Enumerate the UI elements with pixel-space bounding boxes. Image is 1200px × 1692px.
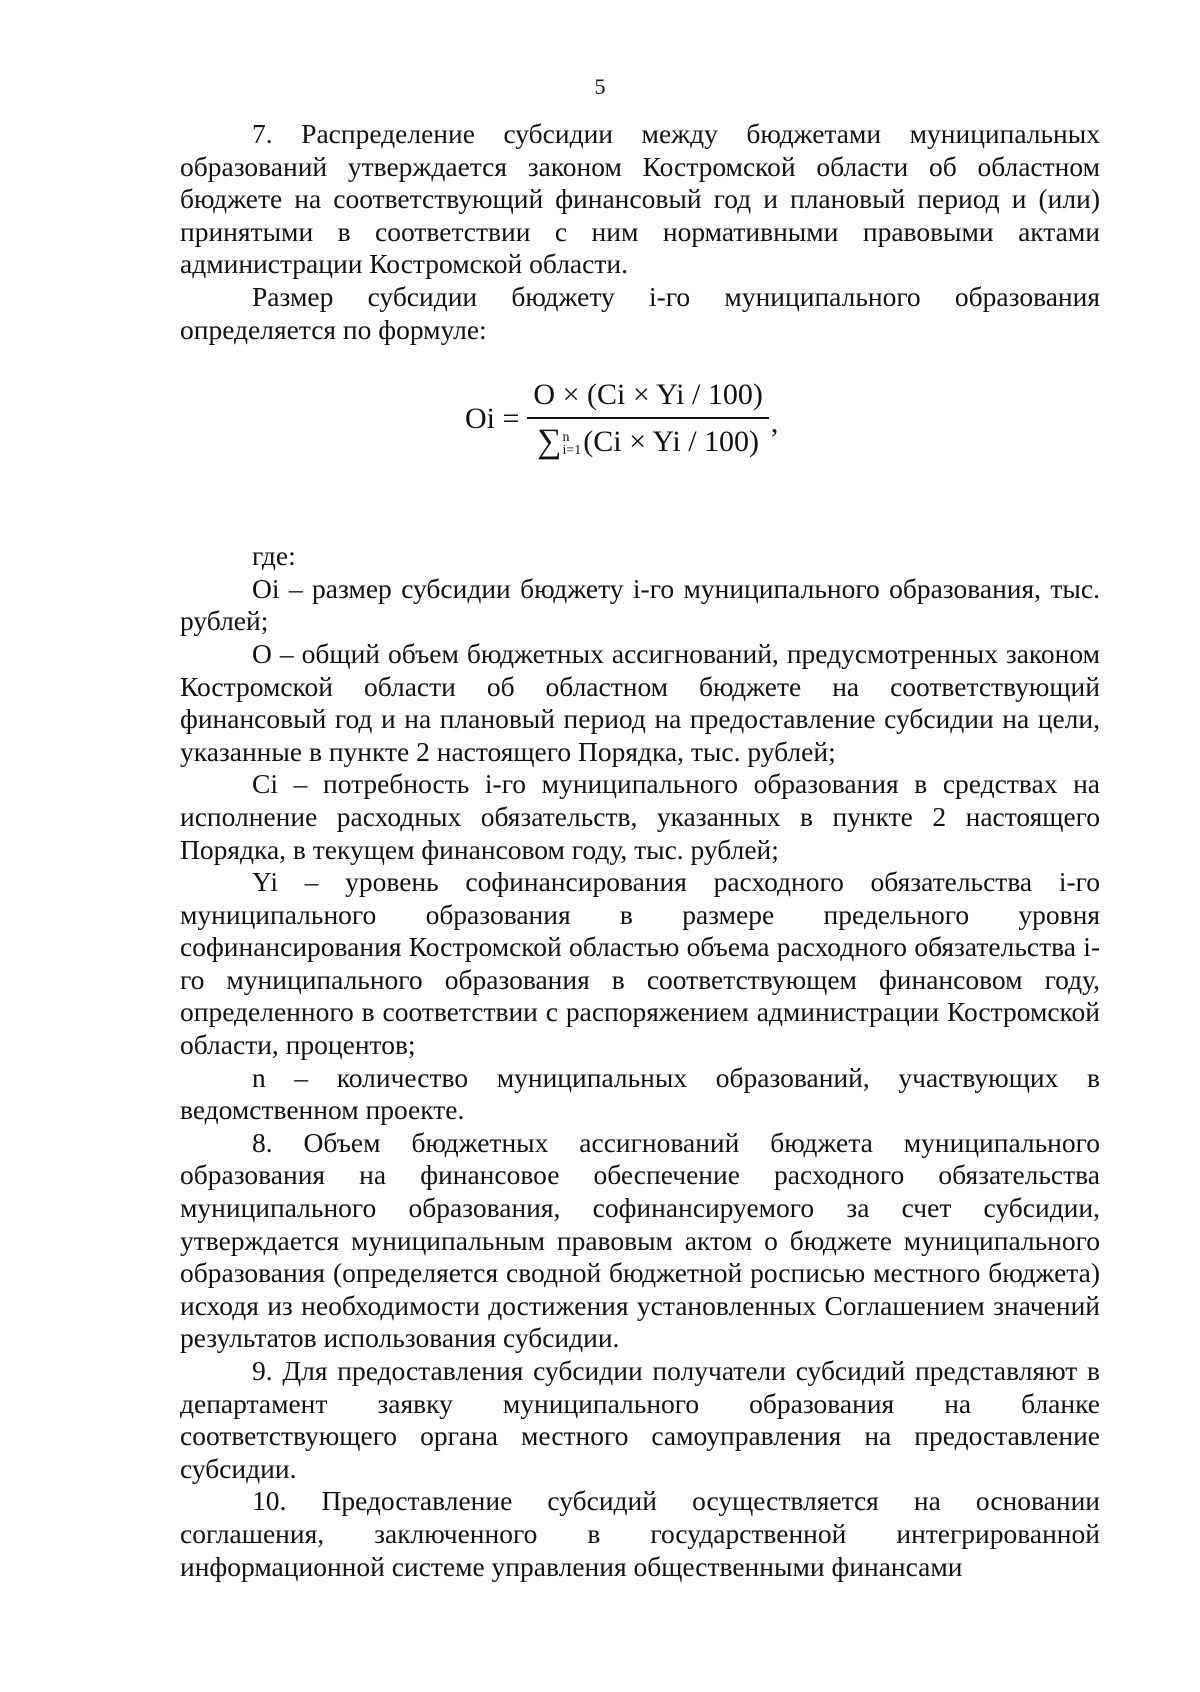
paragraph-size-intro: Размер субсидии бюджету i-го муниципального образования определяется по формуле:: [180, 280, 1100, 345]
paragraph-10: 10. Предоставление субсидий осуществляется на основании соглашения, заключенного в государственной интегрированной информационной системе управления общественными финансами: [180, 1485, 1100, 1582]
paragraph-8: 8. Объем бюджетных ассигнований бюджета муниципального образования на финансовое обеспечение расходного обязательства муниципального образования, софинансируемого за счет субсидии, утверждается муниципальным правовым актом о бюджете муниципального образования (определяется сводной бюджетной росписью местного бюджета) исходя из необходимости достижения установленных Соглашением значений результатов использования субсидии.: [180, 1126, 1100, 1354]
definition-oi: Oi – размер субсидии бюджету i-го муниципального образования, тыс. рублей;: [180, 572, 1100, 637]
formula-fraction: [527, 378, 768, 459]
paragraph-where: где:: [252, 540, 296, 572]
paragraph-9: 9. Для предоставления субсидии получатели субсидий представляют в департамент заявку муниципального образования на бланке соответствующего органа местного самоуправления на предоставление субсидии.: [180, 1355, 1100, 1484]
formula-lhs: Oi =: [465, 401, 520, 435]
formula-trailing-comma: ,: [770, 406, 779, 440]
formula-numerator: O × (Ci × Yi / 100): [533, 378, 763, 412]
sum-lower-limit: i=1: [562, 443, 582, 459]
sum-symbol: ∑: [537, 423, 562, 461]
definition-yi: Yi – уровень софинансирования расходного обязательства i-го муниципального образования в размере предельного уровня софинансирования Костромской областью объема расходного обязательства i-го муниципального образования в соответствующем финансовом году, определенного в соответствии с распоряжением администрации Костромской области, процентов;: [180, 866, 1100, 1061]
formula-denominator-rest: (Ci × Yi / 100): [583, 425, 760, 459]
formula-denominator: [531, 419, 765, 459]
sum-upper-limit: n: [562, 430, 570, 446]
page-number: 5: [594, 74, 606, 99]
sum-limits: [562, 431, 581, 457]
definition-o: О – общий объем бюджетных ассигнований, предусмотренных законом Костромской области об областном бюджете на соответствующий финансовый год и на плановый период на предоставление субсидии на цели, указанные в пункте 2 настоящего Порядка, тыс. рублей;: [180, 637, 1100, 767]
definition-n: n – количество муниципальных образований, участвующих в ведомственном проекте.: [180, 1061, 1100, 1126]
subsidy-formula: [180, 346, 1100, 536]
definition-ci: Ci – потребность i-го муниципального образования в средствах на исполнение расходных обязательств, указанных в пункте 2 настоящего Порядка, в текущем финансовом году, тыс. рублей;: [180, 768, 1100, 865]
paragraph-7: 7. Распределение субсидии между бюджетами муниципальных образований утверждается законом Костромской области об областном бюджете на соответствующий финансовый год и плановый период и (или) принятыми в соответствии с ним нормативными правовыми актами администрации Костромской области.: [180, 118, 1100, 280]
document-body: [180, 118, 1100, 1583]
